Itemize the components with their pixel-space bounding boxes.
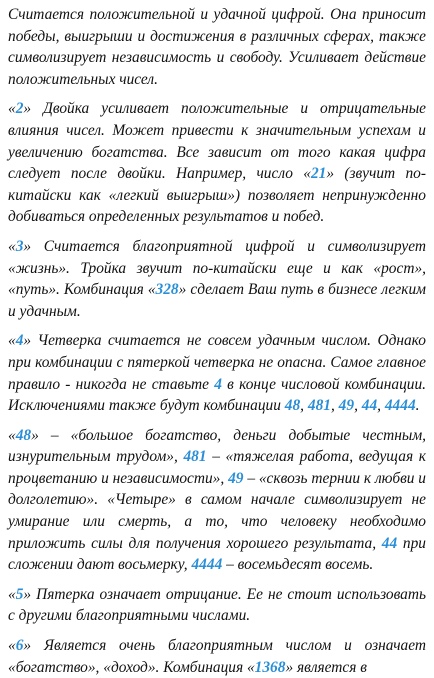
- highlighted-number: 5: [15, 585, 24, 603]
- text-segment: «: [8, 426, 16, 444]
- text-segment: ,: [300, 397, 308, 415]
- highlighted-number: 328: [155, 281, 179, 299]
- highlighted-number: 44: [361, 397, 378, 415]
- highlighted-number: 49: [338, 397, 355, 415]
- text-segment: » сделает Ваш путь в бизнесе легким и удачным.: [8, 281, 426, 320]
- paragraph-number-6: [8, 635, 426, 678]
- highlighted-number: 44: [381, 534, 398, 552]
- highlighted-number: 49: [228, 469, 244, 487]
- text-segment: в конце числовой комбинации. Исключениями также будут комбинации: [8, 375, 426, 415]
- highlighted-number: 48: [284, 397, 301, 415]
- highlighted-number: 481: [183, 448, 207, 466]
- paragraph-number-4: [8, 330, 426, 416]
- text-segment: Считается положительной и удачной цифрой. Она приносит победы, выигрыши и достижения в различных сферах, также символизирует независимость и свободу. Усиливает действие положительных чисел.: [8, 6, 426, 88]
- text-segment: – восемьдесят восемь.: [222, 556, 374, 574]
- text-segment: – «тяжелая работа, ведущая к процветанию и независимости»,: [8, 448, 426, 487]
- text-segment: » Является очень благоприятным числом и означает «богатство», «доход». Комбинация «: [8, 637, 426, 676]
- highlighted-number: 48: [15, 426, 32, 444]
- text-segment: .: [415, 397, 420, 415]
- text-segment: ,: [377, 397, 385, 415]
- highlighted-number: 2: [15, 100, 24, 118]
- text-segment: ,: [330, 397, 339, 415]
- highlighted-number: 4: [214, 375, 222, 393]
- text-segment: » – «большое богатство, деньги добытые честным, изнурительным трудом»,: [8, 426, 426, 466]
- highlighted-number: 6: [15, 637, 24, 655]
- text-segment: » Считается благоприятной цифрой и символизирует «жизнь». Тройка звучит по-китайски еще и как «рост», «путь». Комбинация «: [8, 237, 426, 299]
- paragraph-number-2: [8, 98, 426, 228]
- text-segment: «: [8, 637, 16, 655]
- text-segment: » Двойка усиливает положительные и отрицательные влияния чисел. Может привести к значительным успехам и увеличению богатства. Все зависит от того какая цифра следует после двойки. Например, число «: [8, 100, 426, 183]
- highlighted-number: 481: [307, 397, 331, 415]
- paragraph-number-3: [8, 236, 426, 322]
- highlighted-number: 1368: [254, 658, 286, 676]
- text-segment: » Пятерка означает отрицание. Ее не стоит использовать с другими благоприятными числами.: [8, 585, 426, 625]
- text-segment: ,: [354, 397, 362, 415]
- text-segment: » (звучит по-китайски как «легкий выигрыш») позволяет непринужденно добиваться определенных результатов и побед.: [8, 165, 426, 226]
- text-segment: «: [8, 585, 16, 603]
- text-segment: » является в: [285, 658, 367, 676]
- text-segment: «: [8, 237, 16, 255]
- text-segment: «: [8, 100, 16, 118]
- text-segment: » Четверка считается не совсем удачным числом. Однако при комбинации с пятеркой четверка не опасна. Самое главное правило - никогда не ставьте: [8, 332, 426, 393]
- text-segment: – «сквозь тернии к любви и долголетию». «Четыре» в самом начале символизирует не умирание или смерть, а то, что человеку необходимо приложить силы для получения хорошего результата,: [8, 469, 426, 552]
- highlighted-number: 4444: [384, 397, 416, 415]
- paragraph-intro: [8, 4, 426, 90]
- text-segment: при сложении дают восьмерку,: [8, 534, 427, 574]
- paragraph-number-48: [8, 425, 426, 576]
- highlighted-number: 4: [15, 332, 24, 350]
- highlighted-number: 4444: [191, 556, 223, 574]
- highlighted-number: 3: [15, 237, 24, 255]
- paragraph-number-5: [8, 584, 426, 627]
- text-segment: «: [8, 332, 16, 350]
- highlighted-number: 21: [310, 165, 327, 183]
